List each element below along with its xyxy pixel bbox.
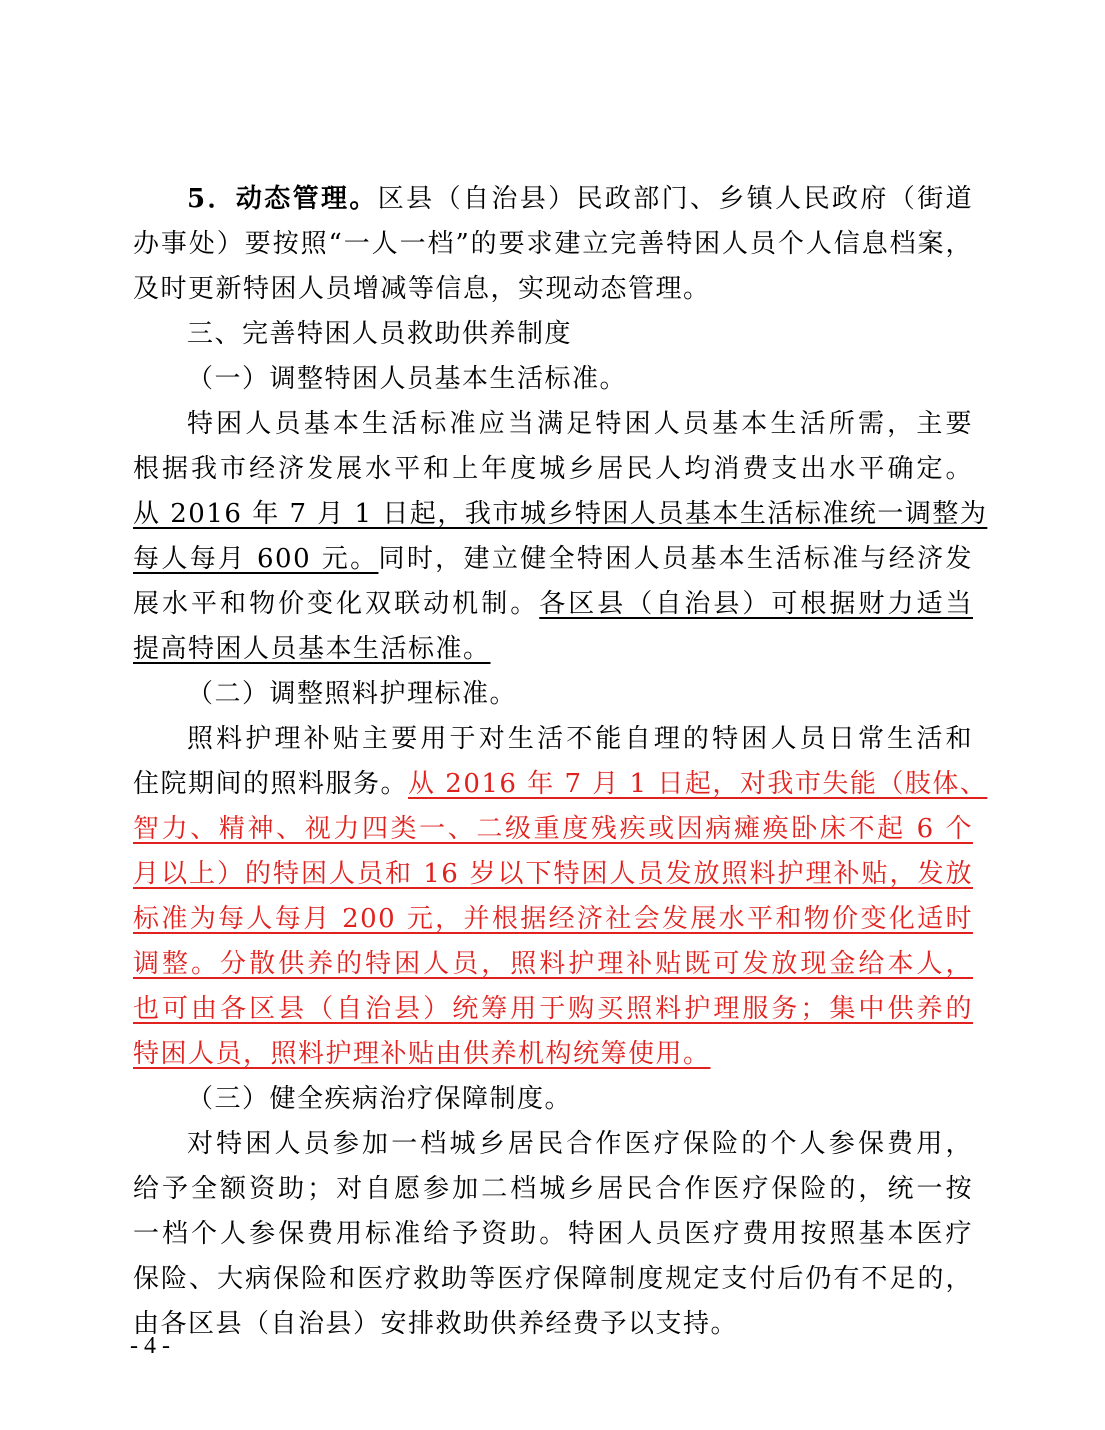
paragraph-3-line-4: 保险、大病保险和医疗救助等医疗保障制度规定支付后仍有不足的，: [133, 1264, 973, 1294]
paragraph-2-line-3: [133, 811, 973, 848]
text-run: 展水平和物价变化双联动机制。: [133, 589, 540, 619]
underlined-text: 从 2016 年 7 月 1 日起，我市城乡特困人员基本生活标准统一调整为: [133, 499, 988, 529]
section-heading-3: 三、完善特困人员救助供养制度: [187, 319, 573, 349]
red-highlight-text: 特困人员，照料护理补贴由供养机构统筹使用。: [133, 1039, 711, 1069]
underlined-text: 每人每月 600 元。: [133, 544, 379, 574]
red-highlight-text: 从 2016 年 7 月 1 日起，对我市失能（肢体、: [408, 769, 988, 799]
paragraph-1-line-4: [133, 541, 973, 578]
paragraph-3-line-2: 给予全额资助；对自愿参加二档城乡居民合作医疗保险的，统一按: [133, 1174, 973, 1204]
paragraph-1-line-5: [133, 586, 973, 623]
paragraph-2-line-8: [133, 1036, 973, 1073]
paragraph-1-line-1: 特困人员基本生活标准应当满足特困人员基本生活所需，主要: [187, 409, 973, 439]
paragraph-3-line-3: 一档个人参保费用标准给予资助。特困人员医疗费用按照基本医疗: [133, 1219, 973, 1249]
subheading-3: （三）健全疾病治疗保障制度。: [187, 1084, 573, 1114]
red-highlight-text: 标准为每人每月 200 元，并根据经济社会发展水平和物价变化适时: [133, 904, 973, 934]
red-highlight-text: 调整。分散供养的特困人员，照料护理补贴既可发放现金给本人，: [133, 949, 973, 979]
paragraph-2-line-5: [133, 901, 973, 938]
page-number: - 4 -: [130, 1333, 170, 1359]
paragraph-dynamic-management-line-3: 及时更新特困人员增减等信息，实现动态管理。: [133, 274, 711, 304]
paragraph-3-line-5: 由各区县（自治县）安排救助供养经费予以支持。: [133, 1309, 739, 1339]
subheading-2: （二）调整照料护理标准。: [187, 679, 518, 709]
text-run: 同时，建立健全特困人员基本生活标准与经济发: [378, 544, 973, 574]
paragraph-1-line-2: 根据我市经济发展水平和上年度城乡居民人均消费支出水平确定。: [133, 454, 973, 484]
paragraph-2-line-2: [133, 766, 988, 803]
red-highlight-text: 也可由各区县（自治县）统筹用于购买照料护理服务；集中供养的: [133, 994, 973, 1024]
paragraph-1-line-3: [133, 496, 988, 533]
paragraph-2-line-1: 照料护理补贴主要用于对生活不能自理的特困人员日常生活和: [187, 724, 973, 754]
paragraph-2-line-7: [133, 991, 973, 1028]
paragraph-dynamic-management-line-1: [187, 181, 973, 218]
text-run: 住院期间的照料服务。: [133, 769, 409, 799]
underlined-text: 提高特困人员基本生活标准。: [133, 634, 491, 664]
text-run: 区县（自治县）民政部门、乡镇人民政府（街道: [377, 184, 973, 214]
paragraph-1-line-6: [133, 631, 973, 668]
paragraph-dynamic-management-line-2: 办事处）要按照“一人一档”的要求建立完善特困人员个人信息档案，: [133, 229, 973, 259]
underlined-text: 各区县（自治县）可根据财力适当: [539, 589, 973, 619]
red-highlight-text: 月以上）的特困人员和 16 岁以下特困人员发放照料护理补贴，发放: [133, 859, 973, 889]
paragraph-2-line-4: [133, 856, 973, 893]
paragraph-2-line-6: [133, 946, 973, 983]
subheading-1: （一）调整特困人员基本生活标准。: [187, 364, 628, 394]
red-highlight-text: 智力、精神、视力四类一、二级重度残疾或因病瘫痪卧床不起 6 个: [133, 814, 973, 844]
section-heading-dynamic-management: 5．动态管理。: [187, 184, 378, 214]
paragraph-3-line-1: 对特困人员参加一档城乡居民合作医疗保险的个人参保费用，: [187, 1129, 973, 1159]
